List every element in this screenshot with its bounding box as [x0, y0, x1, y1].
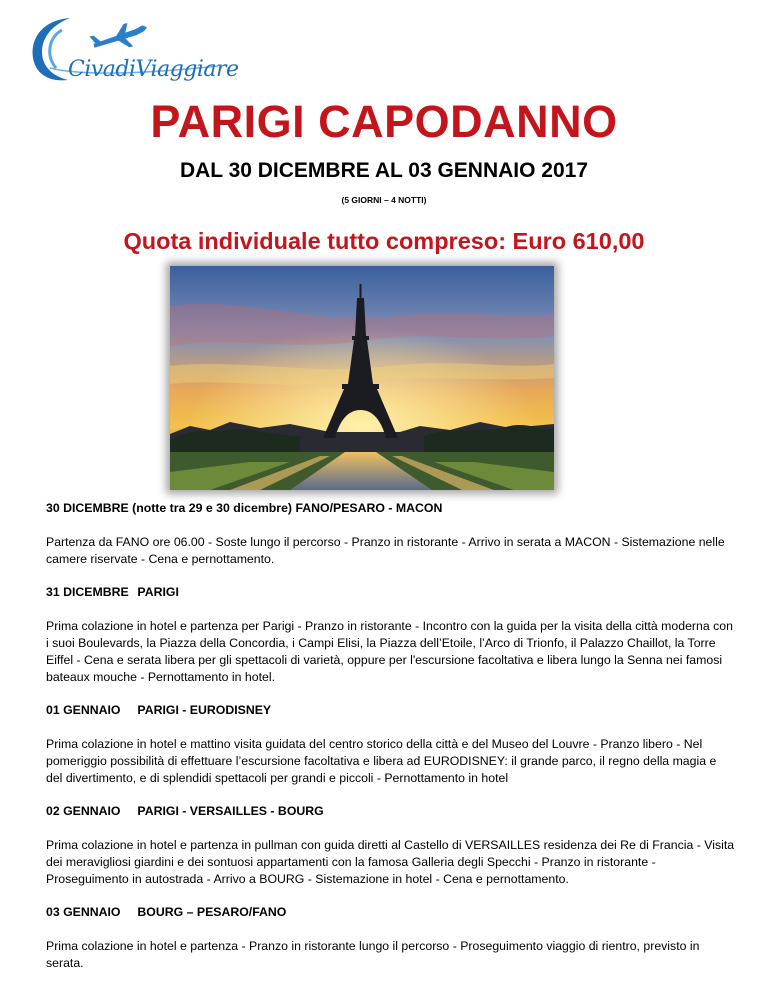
day-heading	[46, 803, 736, 820]
day-description: Prima colazione in hotel e mattino visita guidata del centro storico della città e del Museo del Louvre - Pranzo libero - Nel pomeriggio possibilità di effettuare l’escursione facoltativa e libera ad EURODISNEY: il grande parco, il regno della magia e del divertimento, e di splendidi spettacoli per grandi e piccoli - Pernottamento in hotel	[46, 737, 717, 785]
day-description: Partenza da FANO ore 06.00 - Soste lungo il percorso - Pranzo in ristorante - Arrivo in serata a MACON - Sistemazione nelle camere riservate - Cena e pernottamento.	[46, 535, 725, 566]
day-heading	[46, 904, 736, 921]
day-description: Prima colazione in hotel e partenza per Parigi - Pranzo in ristorante - Incontro con la guida per la visita della città moderna con i suoi Boulevards, la Piazza della Concordia, i Campi Elisi, la Piazza dell’Etoile, l’Arco di Trionfo, il Palazzo Chaillot, la Torre Eiffel - Cena e serata libera per gli spettacoli di varietà, oppure per l'escursione facoltativa e libera lungo la Senna nei famosi bateaux mouche - Pernottamento in hotel.	[46, 619, 733, 684]
trip-dates: DAL 30 DICEMBRE AL 03 GENNAIO 2017	[179, 159, 589, 182]
brand-name: CivadiViaggiare	[68, 57, 239, 82]
day-heading	[46, 584, 736, 601]
day-date: 31 DICEMBRE	[46, 585, 129, 599]
day-route: PARIGI - VERSAILLES - BOURG	[137, 804, 324, 818]
day-heading	[46, 702, 736, 719]
page-title: PARIGI CAPODANNO	[150, 96, 618, 147]
brand-logo	[22, 10, 239, 90]
day-route: FANO/PESARO - MACON	[295, 501, 443, 515]
day-route: PARIGI - EURODISNEY	[137, 703, 272, 717]
day-date: 30 DICEMBRE (notte tra 29 e 30 dicembre)	[46, 501, 293, 515]
itinerary	[46, 500, 736, 988]
trip-price: Quota individuale tutto compreso: Euro 610,00	[123, 228, 645, 254]
day-heading	[46, 500, 736, 517]
day-route: BOURG – PESARO/FANO	[137, 905, 287, 919]
eiffel-tower-photo	[170, 266, 554, 490]
trip-duration: (5 GIORNI – 4 NOTTI)	[341, 195, 427, 205]
day-description: Prima colazione in hotel e partenza - Pranzo in ristorante lungo il percorso - Proseguimento viaggio di rientro, previsto in serata.	[46, 939, 700, 970]
day-date: 02 GENNAIO	[46, 804, 121, 818]
day-description: Prima colazione in hotel e partenza in pullman con guida diretti al Castello di VERSAILLES residenza dei Re di Francia - Visita dei meravigliosi giardini e dei sontuosi appartamenti con la famosa Galleria degli Specchi - Pranzo in ristorante - Proseguimento in autostrada - Arrivo a BOURG - Sistemazione in hotel - Cena e pernottamento.	[46, 838, 735, 886]
day-date: 03 GENNAIO	[46, 905, 121, 919]
day-route: PARIGI	[137, 585, 179, 599]
day-date: 01 GENNAIO	[46, 703, 121, 717]
